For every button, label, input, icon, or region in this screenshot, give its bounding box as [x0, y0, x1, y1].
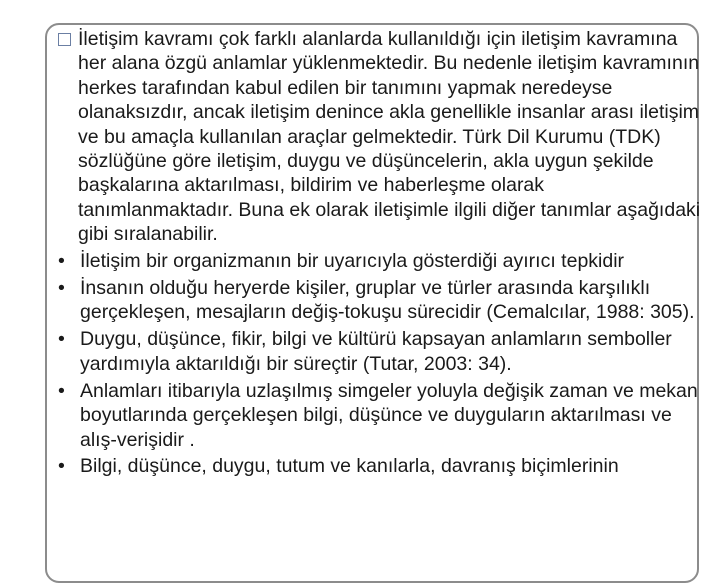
list-item-text: Bilgi, düşünce, duygu, tutum ve kanılarla, davranış biçimlerinin: [80, 455, 619, 478]
bullet-icon: •: [58, 455, 65, 478]
bullet-icon: •: [58, 328, 65, 351]
list-item: [52, 276, 702, 325]
list-item: [52, 454, 702, 478]
list-item-text: Anlamları itibarıyla uzlaşılmış simgeler yoluyla değişik zaman ve mekan boyutlarında gerçekleşen bilgi, düşünce ve duyguların aktarılması ve alış-verişidir .: [80, 379, 698, 451]
list-item-text: Duygu, düşünce, fikir, bilgi ve kültürü kapsayan anlamların semboller yardımıyla aktarıldığı bir süreçtir (Tutar, 2003: 34).: [80, 328, 672, 375]
checkbox-bullet-icon: [58, 33, 71, 46]
bullet-icon: •: [58, 277, 65, 300]
list-item: [52, 249, 702, 273]
bullet-icon: •: [58, 379, 65, 402]
list-item: [52, 379, 702, 452]
intro-paragraph: [52, 27, 702, 247]
list-item-text: İnsanın olduğu heryerde kişiler, gruplar ve türler arasında karşılıklı gerçekleşen, mesajların değiş-tokuşu sürecidir (Cemalcılar, 1988: 305).: [80, 277, 695, 324]
list-item-text: İletişim bir organizmanın bir uyarıcıyla gösterdiği ayırıcı tepkidir: [80, 250, 625, 273]
intro-text: İletişim kavramı çok farklı alanlarda kullanıldığı için iletişim kavramına her alana özgü anlamlar yüklenmektedir. Bu nedenle iletişim kavramının herkes tarafından kabul edilen bir tanımını yapmak neredeyse olanaksızdır, ancak iletişim denince akla genellikle insanlar arası iletişim ve bu amaçla kullanılan araçlar gelmektedir. Türk Dil Kurumu (TDK) sözlüğüne göre iletişim, duygu ve düşüncelerin, akla uygun şekilde başkalarına aktarılması, bildirim ve haberleşme olarak tanımlanmaktadır. Buna ek olarak iletişimle ilgili diğer tanımlar aşağıdaki gibi sıralanabilir.: [78, 28, 701, 246]
bullet-icon: •: [58, 250, 65, 273]
slide-content: [52, 27, 702, 479]
list-item: [52, 327, 702, 376]
definition-list: [52, 249, 702, 479]
